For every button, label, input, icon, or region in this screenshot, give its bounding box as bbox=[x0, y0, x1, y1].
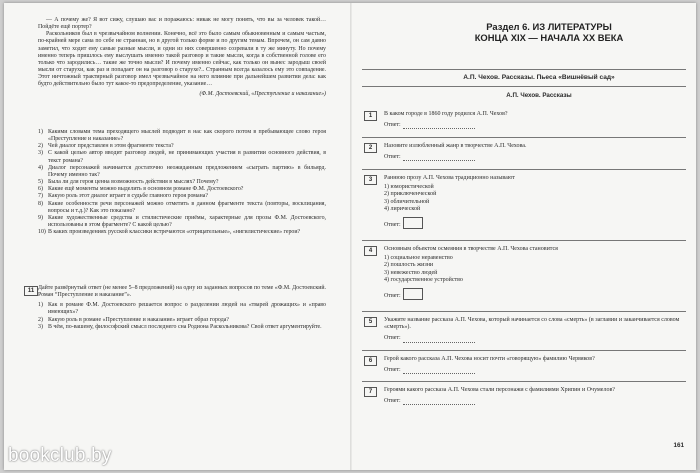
option-item: 4) лирической bbox=[384, 205, 421, 212]
answer-label: Ответ: bbox=[384, 398, 401, 405]
list-item: 5) Была ли для героя ценна возможность действия в мыслях? Почему? bbox=[38, 179, 219, 186]
task-2 bbox=[364, 143, 684, 161]
option-item: 3) обличительной bbox=[384, 198, 430, 205]
list-item: 6) Какие ещё моменты можно выделить в основном романе Ф.М. Достоевского? bbox=[38, 186, 244, 193]
subtopic-heading: А.П. Чехов. Рассказы bbox=[506, 92, 572, 99]
list-item: 9) Какие художественные средства и стилистические приёмы, характерные для прозы Ф.М. Достоевского, использованы в этом фрагменте? С какой целью? bbox=[38, 214, 326, 229]
task-question: Укажите название рассказа А.П. Чехова, который начинается со слова «смерть» (в заглавии и заканчивается словом «смерть»). bbox=[384, 317, 680, 331]
excerpt-block bbox=[38, 17, 326, 98]
divider bbox=[362, 240, 686, 241]
book-spread bbox=[4, 3, 696, 470]
task-4 bbox=[364, 246, 684, 300]
task-3 bbox=[364, 175, 684, 229]
option-item: 2) пошлость жизни bbox=[384, 262, 434, 269]
task-number-box: 4 bbox=[364, 246, 377, 256]
excerpt-paragraph-1: — А почему же? Я вот сижу, слушаю вас и поражаюсь: никак не могу понять, что вы за человек такой… Пойдёте ещё портер? bbox=[38, 17, 326, 31]
task-question: Основным объектом осмеяния в творчестве А.П. Чехова становится bbox=[384, 246, 558, 252]
essay-question-list bbox=[38, 302, 326, 331]
answer-row bbox=[384, 154, 684, 161]
divider bbox=[362, 169, 686, 170]
answer-row bbox=[384, 288, 684, 300]
answer-label: Ответ: bbox=[384, 122, 401, 129]
task-number-box: 6 bbox=[364, 356, 377, 366]
question-list bbox=[38, 129, 326, 236]
answer-row bbox=[384, 367, 684, 374]
answer-box[interactable] bbox=[403, 288, 423, 300]
list-item: 2) Какую роль в романе «Преступление и наказание» играет образ города? bbox=[38, 316, 229, 323]
section-title: Раздел 6. ИЗ ЛИТЕРАТУРЫ КОНЦА XIX — НАЧАЛА XX ВЕКА bbox=[474, 21, 624, 43]
task-6 bbox=[364, 356, 684, 374]
page-number: 161 bbox=[673, 442, 684, 449]
option-item: 2) приключенческой bbox=[384, 191, 437, 198]
list-item: 10) В каких произведениях русской классики встречаются «отрицательные», «нигилистические» герои? bbox=[38, 229, 301, 236]
answer-label: Ответ: bbox=[384, 221, 401, 228]
essay-task-intro: Дайте развёрнутый ответ (не менее 5–8 предложений) на одну из заданных вопросов по теме «Ф.М. Достоевский. Роман “Преступление и наказание”». bbox=[38, 285, 326, 299]
divider bbox=[362, 311, 686, 312]
task-5 bbox=[364, 317, 684, 343]
answer-row bbox=[384, 335, 684, 342]
right-page bbox=[352, 3, 696, 470]
task-1 bbox=[364, 111, 684, 129]
answer-row bbox=[384, 398, 684, 405]
task-question: Героями какого рассказа А.П. Чехова стали персонажи с фамилиями Хрипин и Очумелов? bbox=[384, 387, 615, 393]
list-item: 7) Какую роль этот диалог играет в судьбе главного героя романа? bbox=[38, 193, 208, 200]
left-page bbox=[4, 3, 350, 470]
answer-box[interactable] bbox=[403, 217, 423, 229]
answer-line[interactable] bbox=[403, 154, 475, 161]
list-item: 3) С какой целью автор вводит разговор людей, не принимающих участия в развитии основного действия, в текст романа? bbox=[38, 150, 326, 164]
task-question: Назовите излюбленный жанр в творчестве А.П. Чехова. bbox=[384, 143, 527, 149]
option-item: 1) юмористической bbox=[384, 184, 434, 191]
list-item: 1) Какими словами тема преходящего мыслей подводит в нас как скорого потом в пребывающее слово героя «Преступление и наказание»? bbox=[38, 129, 326, 143]
list-item: 2) Чей диалог представлен в этом фрагменте текста? bbox=[38, 143, 174, 150]
task-question: В каком городе в 1860 году родился А.П. Чехов? bbox=[384, 111, 508, 117]
answer-label: Ответ: bbox=[384, 367, 401, 374]
option-item: 3) невежество людей bbox=[384, 269, 438, 276]
task-7 bbox=[364, 387, 684, 405]
task-question: Раннюю прозу А.П. Чехова традиционно называют bbox=[384, 175, 515, 181]
task-number-box: 11 bbox=[24, 286, 38, 296]
list-item: 3) В чём, по-вашему, философский смысл последнего сна Родиона Раскольникова? Свой ответ аргументируйте. bbox=[38, 323, 322, 330]
watermark: bookclub.by bbox=[8, 445, 112, 466]
divider bbox=[362, 86, 686, 87]
task-number-box: 2 bbox=[364, 143, 377, 153]
divider bbox=[362, 350, 686, 351]
option-item: 4) государственное устройство bbox=[384, 276, 463, 283]
task-question: Герой какого рассказа А.П. Чехова носит почти «говорящую» фамилию Червяков? bbox=[384, 356, 595, 362]
task-number-box: 1 bbox=[364, 111, 377, 121]
topic-heading: А.П. Чехов. Рассказы. Пьеса «Вишнёвый сад» bbox=[463, 74, 615, 81]
task-number-box: 3 bbox=[364, 175, 377, 185]
option-list bbox=[384, 255, 684, 284]
option-item: 1) социальное неравенство bbox=[384, 255, 453, 262]
list-item: 4) Диалог персонажей начинается достаточно неожиданным предложением «сыграть партию» в бильярд. Почему именно так? bbox=[38, 164, 326, 178]
excerpt-paragraph-2: Раскольников был в чрезвычайном волнении. Конечно, всё это было самым обыкновенным и самым частым, по-крайней мере сама по себе не странная, но в другой только форме и по другим темам. Впрочем, он сам давно заметил, что ходит ему самые разные мысли, и одни из них совершенно созревали в ту же минуту. Но почему именно теперь пришлось ему выслушать именно такой разговор и такие мысли, когда в собственной голове его только что зародились… такие же точно мысли? И почему именно сейчас, как только он вынес зародыш своей мысли от старухи, как раз и попадает он на разговор о старухе?.. Странным всегда казалось ему это совпадение. Этот ничтожный трактирный разговор имел чрезвычайное на него влияние при дальнейшем развитии дела: как будто действительно было тут какое-то предопределение, указание… bbox=[38, 31, 326, 88]
task-number-box: 5 bbox=[364, 317, 377, 327]
answer-line[interactable] bbox=[403, 398, 475, 405]
option-list bbox=[384, 184, 684, 213]
task-number-box: 7 bbox=[364, 387, 377, 397]
answer-label: Ответ: bbox=[384, 154, 401, 161]
answer-line[interactable] bbox=[403, 122, 475, 129]
list-item: 8) Какие особенности речи персонажей можно отметить в данном фрагменте текста (повторы, восклицания, вопросы и т.д.)? Как это показано? bbox=[38, 200, 326, 214]
list-item: 1) Как в романе Ф.М. Достоевского решается вопрос о разделении людей на «тварей дрожащих» и «право имеющих»? bbox=[38, 302, 326, 316]
answer-label: Ответ: bbox=[384, 335, 401, 342]
answer-label: Ответ: bbox=[384, 292, 401, 299]
divider bbox=[362, 69, 686, 70]
answer-line[interactable] bbox=[403, 367, 475, 374]
answer-row bbox=[384, 217, 684, 229]
question-list-block bbox=[38, 129, 326, 236]
answer-line[interactable] bbox=[403, 336, 475, 343]
divider bbox=[362, 137, 686, 138]
divider bbox=[362, 381, 686, 382]
excerpt-signature: (Ф.М. Достоевский, «Преступление и наказание») bbox=[199, 90, 326, 97]
answer-row bbox=[384, 122, 684, 129]
essay-task-block bbox=[38, 285, 326, 331]
